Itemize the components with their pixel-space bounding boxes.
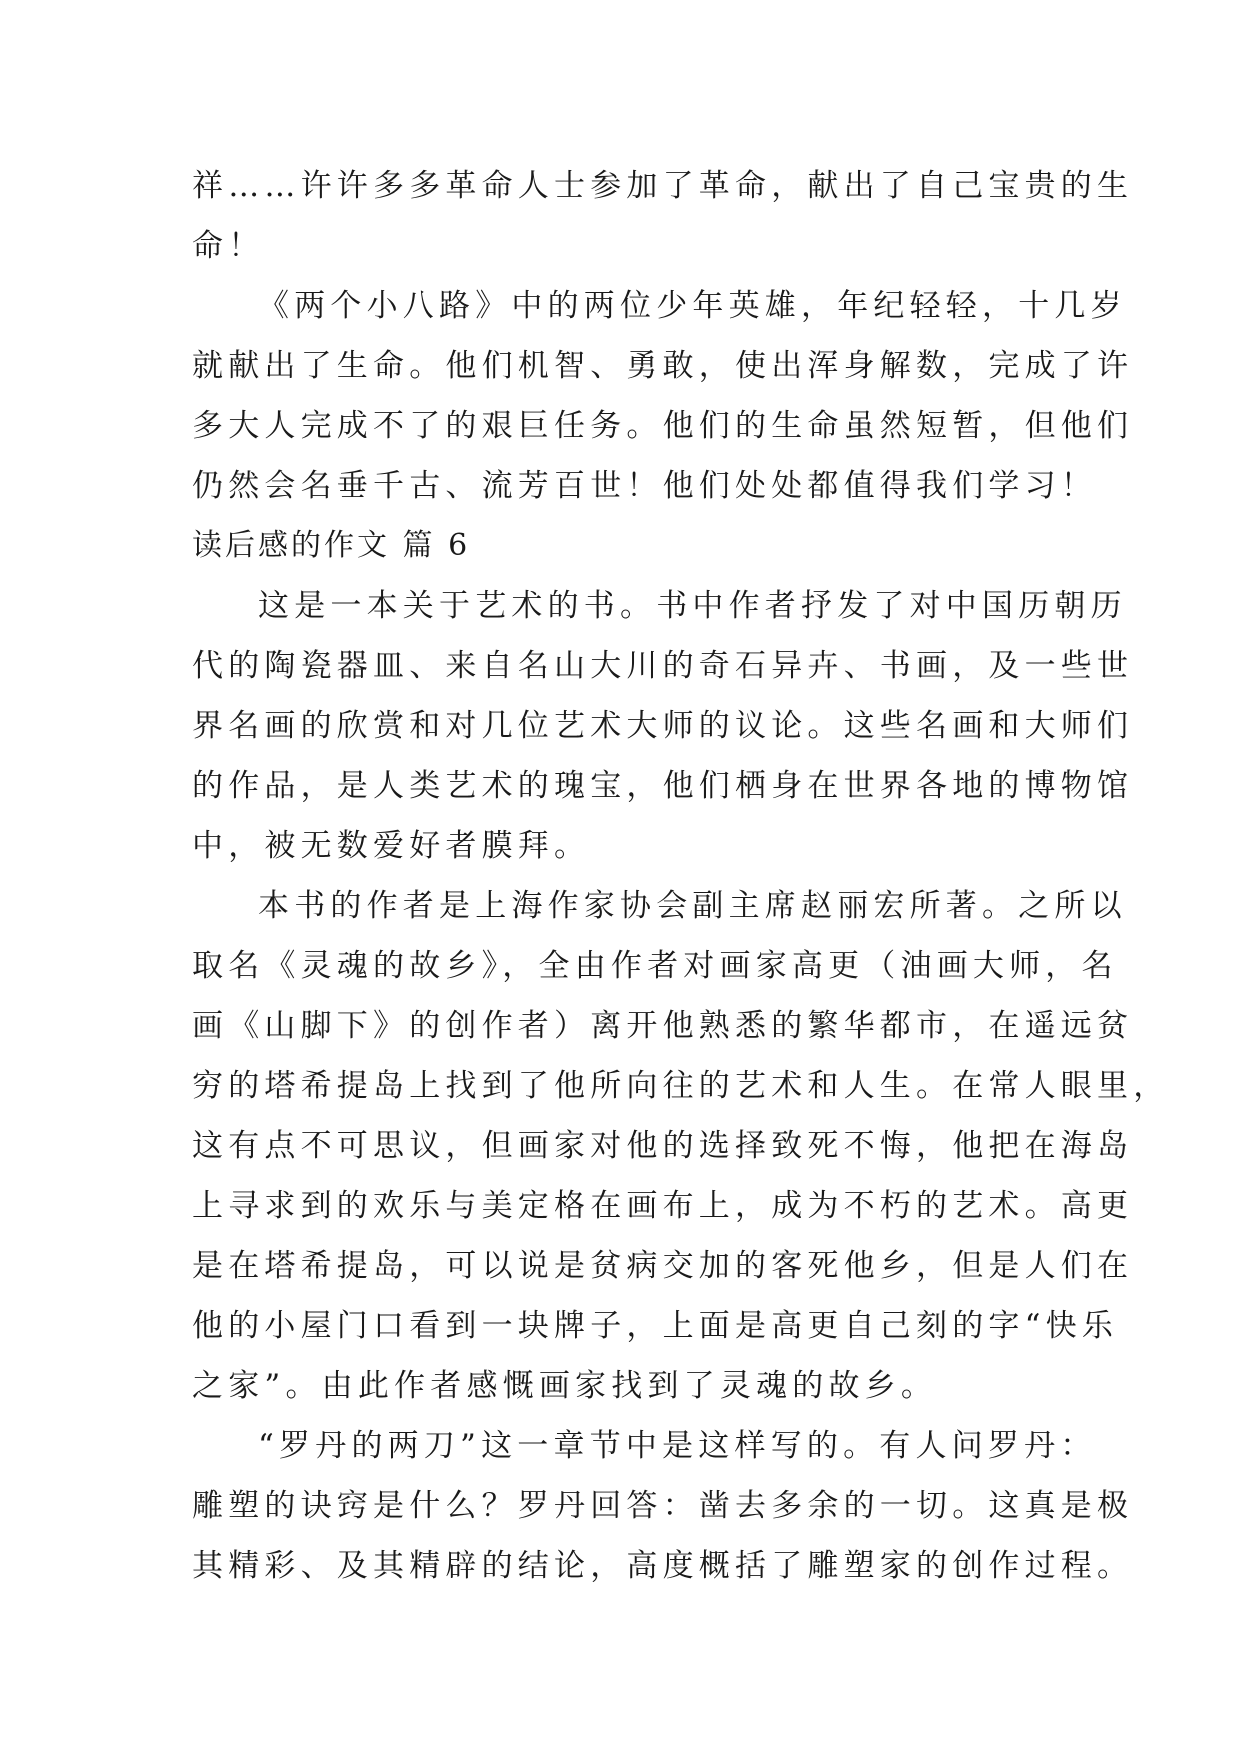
text-line: 命！ <box>192 228 265 264</box>
paragraph-start-line: 本书的作者是上海作家协会副主席赵丽宏所著。之所以 <box>258 888 1127 924</box>
text-line: 祥……许许多多革命人士参加了革命，献出了自己宝贵的生 <box>192 168 1134 204</box>
text-line: 穷的塔希提岛上找到了他所向往的艺术和人生。在常人眼里， <box>192 1068 1170 1104</box>
paragraph-start-line: “罗丹的两刀”这一章节中是这样写的。有人问罗丹： <box>258 1428 1097 1464</box>
document-body <box>192 156 1170 1596</box>
text-line: 多大人完成不了的艰巨任务。他们的生命虽然短暂，但他们 <box>192 408 1134 444</box>
paragraph-start-line: 这是一本关于艺术的书。书中作者抒发了对中国历朝历 <box>258 588 1127 624</box>
text-line: 其精彩、及其精辟的结论，高度概括了雕塑家的创作过程。 <box>192 1548 1134 1584</box>
text-line: 雕塑的诀窍是什么？罗丹回答：凿去多余的一切。这真是极 <box>192 1488 1134 1524</box>
text-line: 取名《灵魂的故乡》，全由作者对画家高更（油画大师，名 <box>192 948 1118 984</box>
text-line: 界名画的欣赏和对几位艺术大师的议论。这些名画和大师们 <box>192 708 1134 744</box>
text-line: 就献出了生命。他们机智、勇敢，使出浑身解数，完成了许 <box>192 348 1134 384</box>
text-line: 是在塔希提岛，可以说是贫病交加的客死他乡，但是人们在 <box>192 1248 1134 1284</box>
text-line: 画《山脚下》的创作者）离开他熟悉的繁华都市，在遥远贫 <box>192 1008 1134 1044</box>
text-line: 之家”。由此作者感慨画家找到了灵魂的故乡。 <box>192 1368 938 1404</box>
text-line: 中，被无数爱好者膜拜。 <box>192 828 591 864</box>
text-line: 他的小屋门口看到一块牌子，上面是高更自己刻的字“快乐 <box>192 1308 1119 1344</box>
text-line: 上寻求到的欢乐与美定格在画布上，成为不朽的艺术。高更 <box>192 1188 1134 1224</box>
section-heading: 读后感的作文 篇 6 <box>192 528 471 563</box>
text-line: 这有点不可思议，但画家对他的选择致死不悔，他把在海岛 <box>192 1128 1134 1164</box>
text-line: 仍然会名垂千古、流芳百世！他们处处都值得我们学习！ <box>192 468 1097 504</box>
paragraph-start-line: 《两个小八路》中的两位少年英雄，年纪轻轻，十几岁 <box>258 288 1127 324</box>
text-line: 的作品，是人类艺术的瑰宝，他们栖身在世界各地的博物馆 <box>192 768 1134 804</box>
text-line: 代的陶瓷器皿、来自名山大川的奇石异卉、书画，及一些世 <box>192 648 1134 684</box>
